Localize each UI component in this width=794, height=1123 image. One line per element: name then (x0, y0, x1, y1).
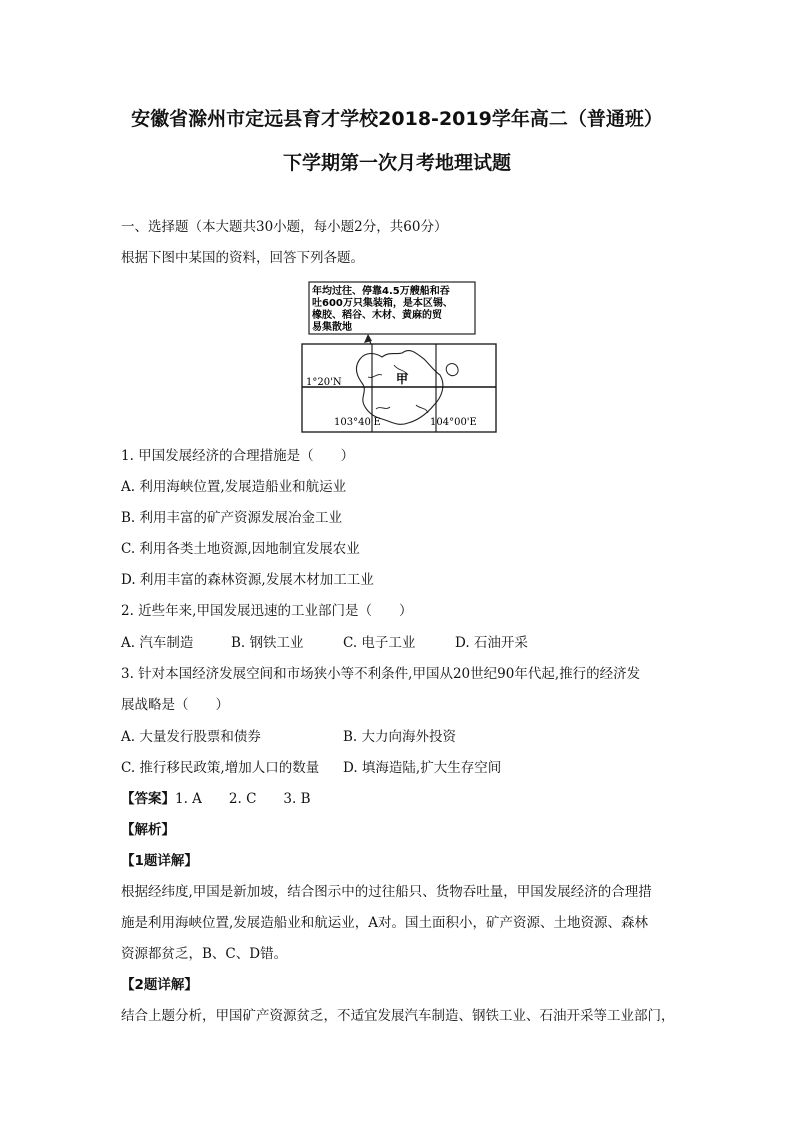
question-3-options-row2 (121, 759, 501, 777)
question-3-option-c[interactable]: C. 推行移民政策,增加人口的数量 (121, 760, 320, 776)
question-2-options (121, 634, 528, 652)
detail-1-line2: 施是利用海峡位置,发展造船业和航运业，A对。国土面积小，矿产资源、土地资源、森林 (121, 915, 649, 931)
answer-label: 【答案】 (121, 791, 175, 807)
longitude-left-label: 103°40'E (334, 417, 381, 428)
detail-1-line1: 根据经纬度,甲国是新加坡，结合图示中的过往船只、货物吞吐量，甲国发展经济的合理措 (121, 884, 652, 900)
detail-1-label: 【1题详解】 (121, 853, 198, 869)
longitude-right-label: 104°00'E (430, 417, 477, 428)
question-1-option-d[interactable]: D. 利用丰富的森林资源,发展木材加工工业 (121, 572, 374, 588)
question-3-option-a[interactable]: A. 大量发行股票和债券 (121, 729, 261, 745)
question-2-option-a[interactable]: A. 汽车制造 (121, 635, 194, 651)
question-3-stem-line1: 3. 针对本国经济发展空间和市场狭小等不利条件,甲国从20世纪90年代起,推行的经济发 (121, 666, 641, 682)
callout-line: 易集散地 (312, 322, 352, 333)
question-1-option-a[interactable]: A. 利用海峡位置,发展造船业和航运业 (121, 479, 347, 495)
callout-line: 吐600万只集装箱，是本区锡、 (312, 298, 453, 309)
country-label: 甲 (396, 372, 409, 386)
question-1-stem: 1. 甲国发展经济的合理措施是（ ） (121, 448, 355, 464)
intro-text: 根据下图中某国的资料，回答下列各题。 (121, 250, 364, 266)
callout-line: 年均过往、停靠4.5万艘船和吞 (312, 286, 450, 297)
section-heading: 一、选择题（本大题共30小题，每小题2分，共60分） (121, 219, 448, 235)
document-title-line2: 下学期第一次月考地理试题 (282, 152, 511, 174)
detail-2-label: 【2题详解】 (121, 977, 198, 993)
question-3-stem-line2: 展战略是（ ） (121, 697, 229, 713)
detail-1-line3: 资源都贫乏，B、C、D错。 (121, 946, 288, 962)
callout-line: 橡胶、稻谷、木材、黄麻的贸 (312, 310, 442, 321)
detail-2-line1: 结合上题分析，甲国矿产资源贫乏，不适宜发展汽车制造、钢铁工业、石油开采等工业部门， (121, 1008, 675, 1024)
question-3-option-d[interactable]: D. 填海造陆,扩大生存空间 (343, 760, 502, 776)
answer-text: 1. A 2. C 3. B (175, 791, 311, 807)
question-3-options-row1 (121, 728, 456, 746)
question-2-option-c[interactable]: C. 电子工业 (343, 635, 416, 651)
question-1-option-b[interactable]: B. 利用丰富的矿产资源发展冶金工业 (121, 510, 343, 526)
singapore-map-figure (298, 281, 500, 435)
question-2-option-d[interactable]: D. 石油开采 (455, 635, 528, 651)
question-2-stem: 2. 近些年来,甲国发展迅速的工业部门是（ ） (121, 603, 413, 619)
latitude-label: 1°20'N (306, 377, 342, 388)
arrow-head (364, 334, 372, 343)
question-3-option-b[interactable]: B. 大力向海外投资 (343, 729, 457, 745)
analysis-label: 【解析】 (121, 822, 175, 838)
question-2-option-b[interactable]: B. 钢铁工业 (231, 635, 304, 651)
question-1-option-c[interactable]: C. 利用各类土地资源,因地制宜发展农业 (121, 541, 360, 557)
answer-line (121, 790, 311, 808)
document-title-line1: 安徽省滁州市定远县育才学校2018-2019学年高二（普通班） (131, 108, 663, 130)
